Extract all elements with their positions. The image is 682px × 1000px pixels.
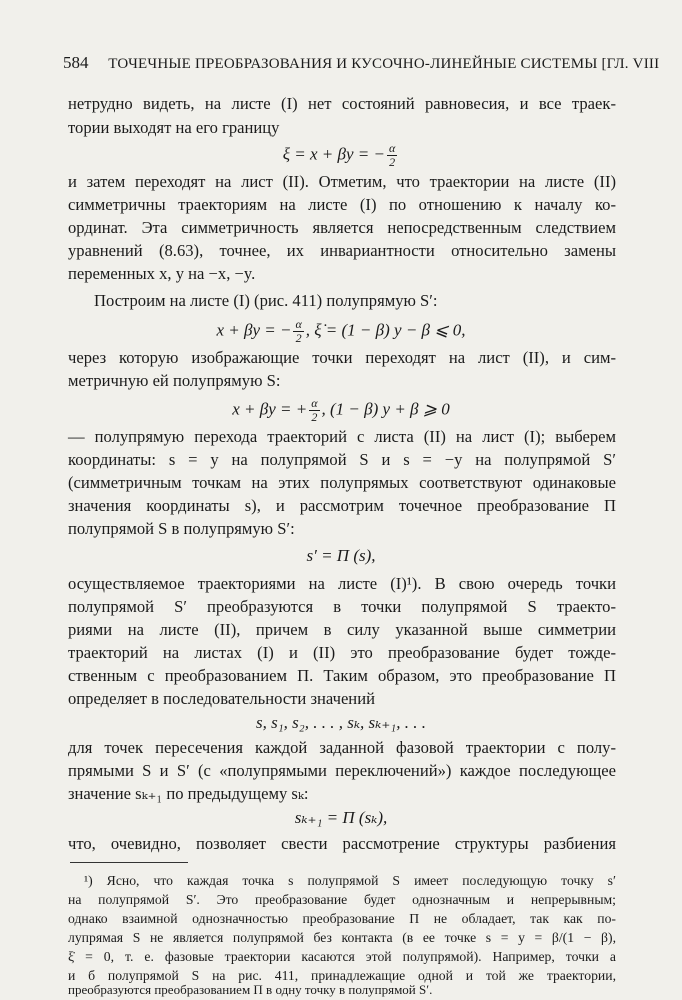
text-line: ственным с преобразованием Π. Таким образом, это преобразование Π [68,666,616,685]
eq3-denominator: 2 [311,410,318,424]
text-line: — полупрямую перехода траекторий с листа (II) на лист (I); выберем [68,427,616,446]
text-line: полупрямой S в полупрямую S′: [68,519,295,538]
text-line: прямыми S и S′ (с «полупрямыми переключений») каждое последующее [68,761,616,780]
eq2-denominator: 2 [295,331,302,345]
text-line: значение sₖ₊₁ по предыдущему sₖ: [68,784,309,803]
eq1-lhs: ξ = x + βy = − [282,144,385,164]
equation-5: s, s₁, s₂, . . . , sₖ, sₖ₊₁, . . . [256,713,426,732]
text-line: симметричны траекториям на листе (I) по отношению к началу ко- [68,195,616,214]
text-line: нетрудно видеть, на листе (I) нет состояний равновесия, и все траек- [68,94,616,113]
equation-2 [0,318,682,345]
text-line: тории выходят на его границу [68,118,280,137]
footnote-line: лупрямая S не является полупрямой без контакта (в ее точке s = y = β/(1 − β), [68,930,616,945]
equation-6: sₖ₊₁ = Π (sₖ), [294,808,388,827]
eq3-fraction [309,397,319,424]
footnote-line: ¹) Ясно, что каждая точка s полупрямой S имеет последующую точку s′ [84,873,616,888]
eq2-rhs: , ξ̇ = (1 − β) y − β ⩽ 0, [305,320,466,340]
text-line: что, очевидно, позволяет свести рассмотрение структуры разбиения [68,834,616,853]
footnote-line: преобразуются преобразованием Π в одну точку в полупрямой S′. [68,982,433,997]
text-line: определяет в последовательности значений [68,689,375,708]
eq2-fraction [293,318,303,345]
eq1-numerator: α [388,141,396,155]
text-line: уравнений (8.63), точнее, их инвариантности относительно замены [68,241,616,260]
text-line: полупрямой S′ преобразуются в точки полупрямой S траекто- [68,597,616,616]
text-line: переменных x, y на −x, −y. [68,264,256,283]
footnote-line: ξ̇ = 0, т. е. фазовые траектории касаются этой полупрямой). Например, точки a [68,949,616,964]
text-line: осуществляемое траекториями на листе (I)¹). В свою очередь точки [68,574,616,593]
footnote-line: и б полупрямой S на рис. 411, принадлежащие одной и той же траектории, [68,968,616,983]
page-number: 584 [63,53,89,72]
equation-1 [0,142,682,169]
text-line: ординат. Эта симметричность является непосредственным следствием [68,218,616,237]
equation-3 [0,397,682,424]
text-line: через которую изображающие точки переходят на лист (II), и сим- [68,348,616,367]
eq3-lhs: x + βy = + [232,399,308,419]
footnote-divider [70,862,188,863]
text-line: и затем переходят на лист (II). Отметим, что траектории на листе (II) [68,172,616,191]
footnote-line: однако взаимной однозначностью преобразование Π не обладает, так как по- [68,911,616,926]
text-line: координаты: s = y на полупрямой S и s = −y на полупрямой S′ [68,450,616,469]
eq3-rhs: , (1 − β) y + β ⩾ 0 [321,399,450,419]
text-line: траекторий на листах (I) и (II) это преобразование будет тожде- [68,643,616,662]
eq2-numerator: α [295,317,302,331]
page-header [63,53,660,73]
text-line: Построим на листе (I) (рис. 411) полупрямую S′: [94,291,438,310]
running-title: ТОЧЕЧНЫЕ ПРЕОБРАЗОВАНИЯ И КУСОЧНО-ЛИНЕЙНЫЕ СИСТЕМЫ [ГЛ. VIII [108,56,660,72]
text-line: для точек пересечения каждой заданной фазовой траектории с полу- [68,738,616,757]
text-line: (симметричным точкам на этих полупрямых соответствуют одинаковые [68,473,616,492]
text-line: риями на листе (II), причем в силу указанной выше симметрии [68,620,616,639]
footnote-line: на полупрямой S′. Это преобразование будет однозначным и непрерывным; [68,892,616,907]
text-line: метричную ей полупрямую S: [68,371,281,390]
text-line: значения координаты s), и рассмотрим точечное преобразование Π [68,496,616,515]
eq2-lhs: x + βy = − [216,320,292,340]
eq1-fraction [387,142,397,169]
eq1-denominator: 2 [389,155,396,169]
equation-4: s′ = Π (s), [306,546,376,565]
eq3-numerator: α [311,396,318,410]
